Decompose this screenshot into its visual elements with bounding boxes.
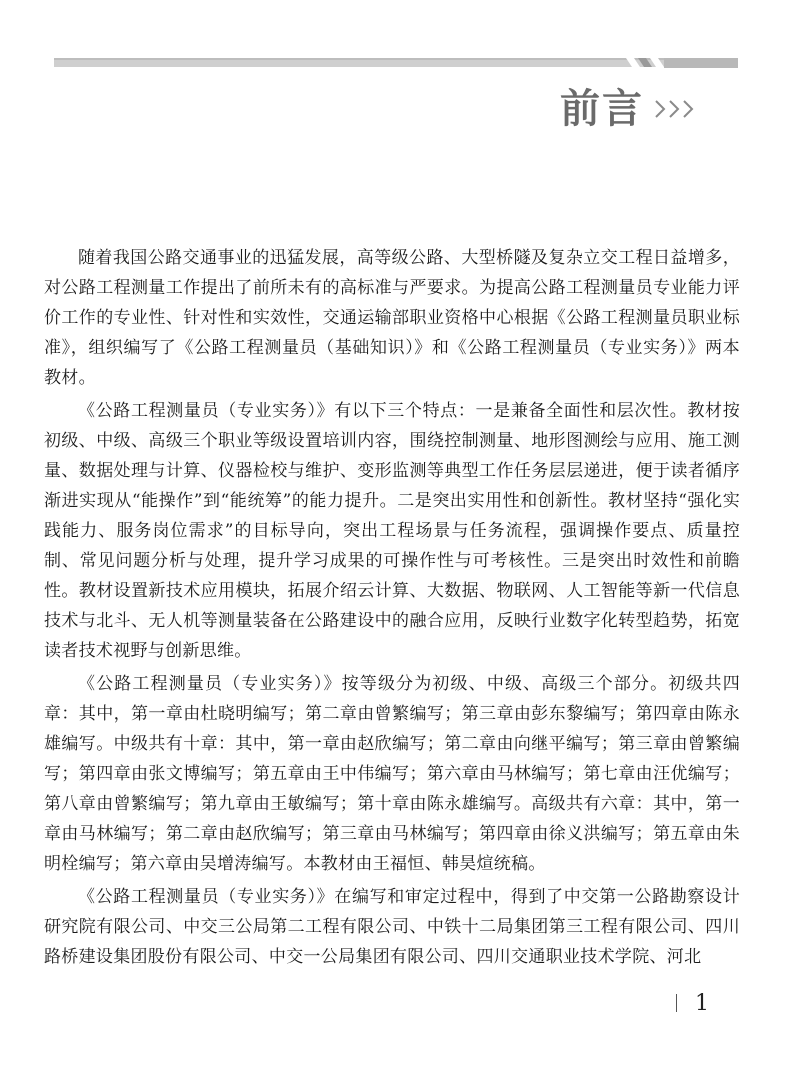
header-decorative-bar (54, 58, 738, 68)
paragraph: 《公路工程测量员（专业实务）》在编写和审定过程中，得到了中交第一公路勘察设计研究院有限公司、中交三公局第二工程有限公司、中铁十二局集团第三工程有限公司、四川路桥建设集团股份有限公司、中交一公局集团有限公司、四川交通职业技术学院、河北 (44, 887, 740, 967)
paragraph: 《公路工程测量员（专业实务）》按等级分为初级、中级、高级三个部分。初级共四章：其中，第一章由杜晓明编写；第二章由曾繁编写；第三章由彭东黎编写；第四章由陈永雄编写。中级共有十章：其中，第一章由赵欣编写；第二章由向继平编写；第三章由曾繁编写；第四章由张文博编写；第五章由王中伟编写；第六章由马林编写；第七章由汪优编写；第八章由曾繁编写；第九章由王敏编写；第十章由陈永雄编写。高级共有六章：其中，第一章由马林编写；第二章由赵欣编写；第三章由马林编写；第四章由徐义洪编写；第五章由朱明栓编写；第六章由吴增涛编写。本教材由王福恒、韩昊煊统稿。 (44, 674, 740, 874)
paragraph: 《公路工程测量员（专业实务）》有以下三个特点：一是兼备全面性和层次性。教材按初级、中级、高级三个职业等级设置培训内容，围绕控制测量、地形图测绘与应用、施工测量、数据处理与计算、仪器检校与维护、变形监测等典型工作任务层层递进，便于读者循序渐进实现从“能操作”到“能统筹”的能力提升。二是突出实用性和创新性。教材坚持“强化实践能力、服务岗位需求”的目标导向，突出工程场景与任务流程，强调操作要点、质量控制、常见问题分析与处理，提升学习成果的可操作性与可考核性。三是突出时效性和前瞻性。教材设置新技术应用模块，拓展介绍云计算、大数据、物联网、人工智能等新一代信息技术与北斗、无人机等测量装备在公路建设中的融合应用，反映行业数字化转型趋势，拓宽读者技术视野与创新思维。 (44, 401, 740, 661)
page-footer (676, 988, 709, 1018)
page-heading (560, 86, 740, 132)
page-title: 前言 (560, 86, 644, 132)
paragraph: 随着我国公路交通事业的迅猛发展，高等级公路、大型桥隧及复杂立交工程日益增多，对公路工程测量工作提出了前所未有的高标准与严要求。为提高公路工程测量员专业能力评价工作的专业性、针对性和实效性，交通运输部职业资格中心根据《公路工程测量员职业标准》，组织编写了《公路工程测量员（基础知识）》和《公路工程测量员（专业实务）》两本教材。 (44, 248, 740, 388)
triple-chevron-right-icon (654, 98, 700, 120)
preface-body (44, 243, 740, 972)
page-number: 1 (695, 990, 709, 1016)
footer-divider (676, 994, 677, 1012)
